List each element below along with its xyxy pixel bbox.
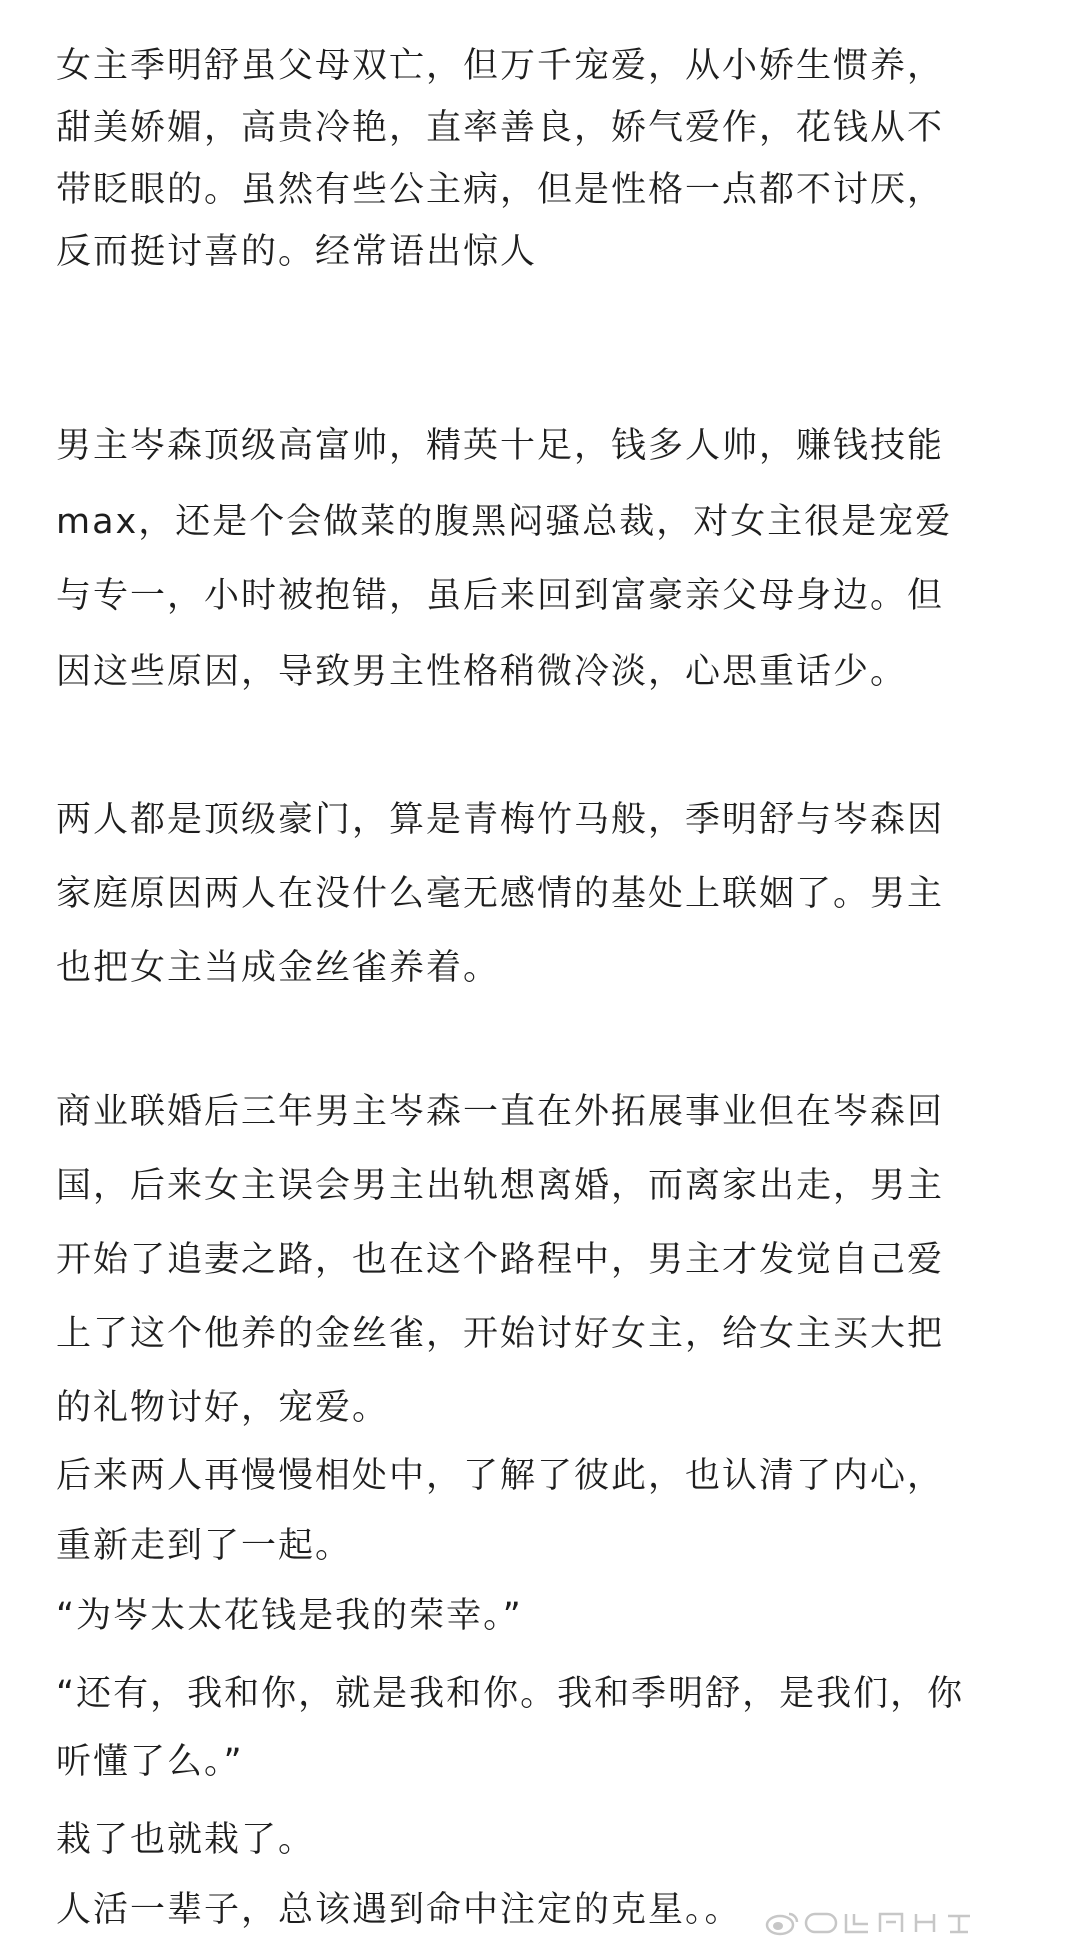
watermark-mark-5	[944, 1910, 974, 1936]
quote-line: “还有，我和你，就是我和你。我和季明舒，是我们，你	[56, 1674, 965, 1714]
text-line: 因这些原因，导致男主性格稍微冷淡，心思重话少。	[56, 652, 908, 692]
text-line: 重新走到了一起。	[56, 1526, 353, 1566]
text-line: 栽了也就栽了。	[56, 1820, 316, 1860]
text-line: max，还是个会做菜的腹黑闷骚总裁，对女主很是宠爱	[56, 502, 953, 542]
text-line: 国，后来女主误会男主出轨想离婚，而离家出走，男主	[56, 1166, 945, 1206]
weibo-logo-icon	[764, 1910, 800, 1936]
text-line: 也把女主当成金丝雀养着。	[56, 948, 501, 988]
text-line: 反而挺讨喜的。经常语出惊人	[56, 232, 538, 272]
watermark-mark-2	[842, 1910, 872, 1936]
text-line: 开始了追妻之路，也在这个路程中，男主才发觉自己爱	[56, 1240, 945, 1280]
text-line: 女主季明舒虽父母双亡，但万千宠爱，从小娇生惯养，	[56, 46, 945, 86]
text-line: 上了这个他养的金丝雀，开始讨好女主，给女主买大把	[56, 1314, 945, 1354]
watermark-mark-1	[804, 1910, 838, 1936]
text-line: 的礼物讨好，宠爱。	[56, 1388, 390, 1428]
text-line: 甜美娇媚，高贵冷艳，直率善良，娇气爱作，花钱从不	[56, 108, 945, 148]
text-line: 家庭原因两人在没什么毫无感情的基处上联姻了。男主	[56, 874, 945, 914]
quote-line: 听懂了么。”	[56, 1742, 244, 1782]
text-line: 人活一辈子，总该遇到命中注定的克星。。	[56, 1890, 742, 1930]
watermark-mark-4	[910, 1910, 940, 1936]
text-line: 两人都是顶级豪门，算是青梅竹马般，季明舒与岑森因	[56, 800, 945, 840]
watermark-mark-3	[876, 1910, 906, 1936]
text-line: 商业联婚后三年男主岑森一直在外拓展事业但在岑森回	[56, 1092, 945, 1132]
watermark	[764, 1908, 974, 1938]
text-line: 与专一，小时被抱错，虽后来回到富豪亲父母身边。但	[56, 576, 945, 616]
text-line: 后来两人再慢慢相处中，了解了彼此，也认清了内心，	[56, 1456, 945, 1496]
quote-line: “为岑太太花钱是我的荣幸。”	[56, 1596, 523, 1636]
text-line: 带眨眼的。虽然有些公主病，但是性格一点都不讨厌，	[56, 170, 945, 210]
text-line: 男主岑森顶级高富帅，精英十足，钱多人帅，赚钱技能	[56, 426, 945, 466]
